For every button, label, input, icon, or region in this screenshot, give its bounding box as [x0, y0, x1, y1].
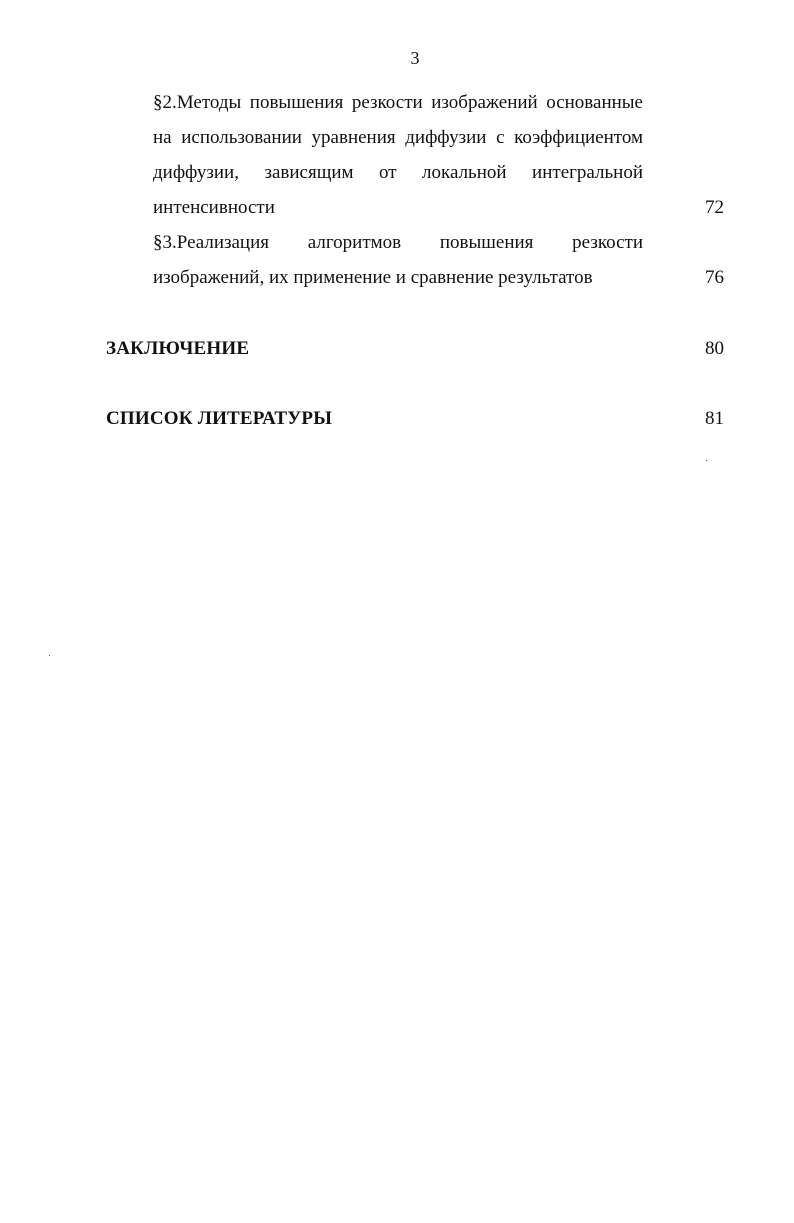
toc-heading-page-number: 80: [705, 338, 724, 359]
toc-entry-section-3: [153, 225, 643, 295]
toc-entry-section-2: [153, 85, 643, 225]
toc-entry-line: диффузии, зависящим от локальной интегральной: [153, 162, 643, 183]
toc-entry-line: изображений, их применение и сравнение результатов: [153, 267, 593, 288]
toc-entry-line: интенсивности: [153, 197, 275, 218]
toc-entry-page-number: 76: [705, 267, 724, 288]
toc-entry-page-number: 72: [705, 197, 724, 218]
scan-speck: [49, 655, 50, 656]
toc-entry-line: на использовании уравнения диффузии с коэффициентом: [153, 127, 643, 148]
scan-speck: [706, 460, 707, 461]
toc-heading-conclusion: ЗАКЛЮЧЕНИЕ: [106, 338, 250, 359]
toc-heading-references: СПИСОК ЛИТЕРАТУРЫ: [106, 408, 333, 429]
toc-heading-page-number: 81: [705, 408, 724, 429]
page-number: 3: [410, 48, 420, 68]
toc-entry-line: §3.Реализация алгоритмов повышения резкости: [153, 232, 643, 253]
toc-entry-line: §2.Методы повышения резкости изображений основанные: [153, 92, 643, 113]
